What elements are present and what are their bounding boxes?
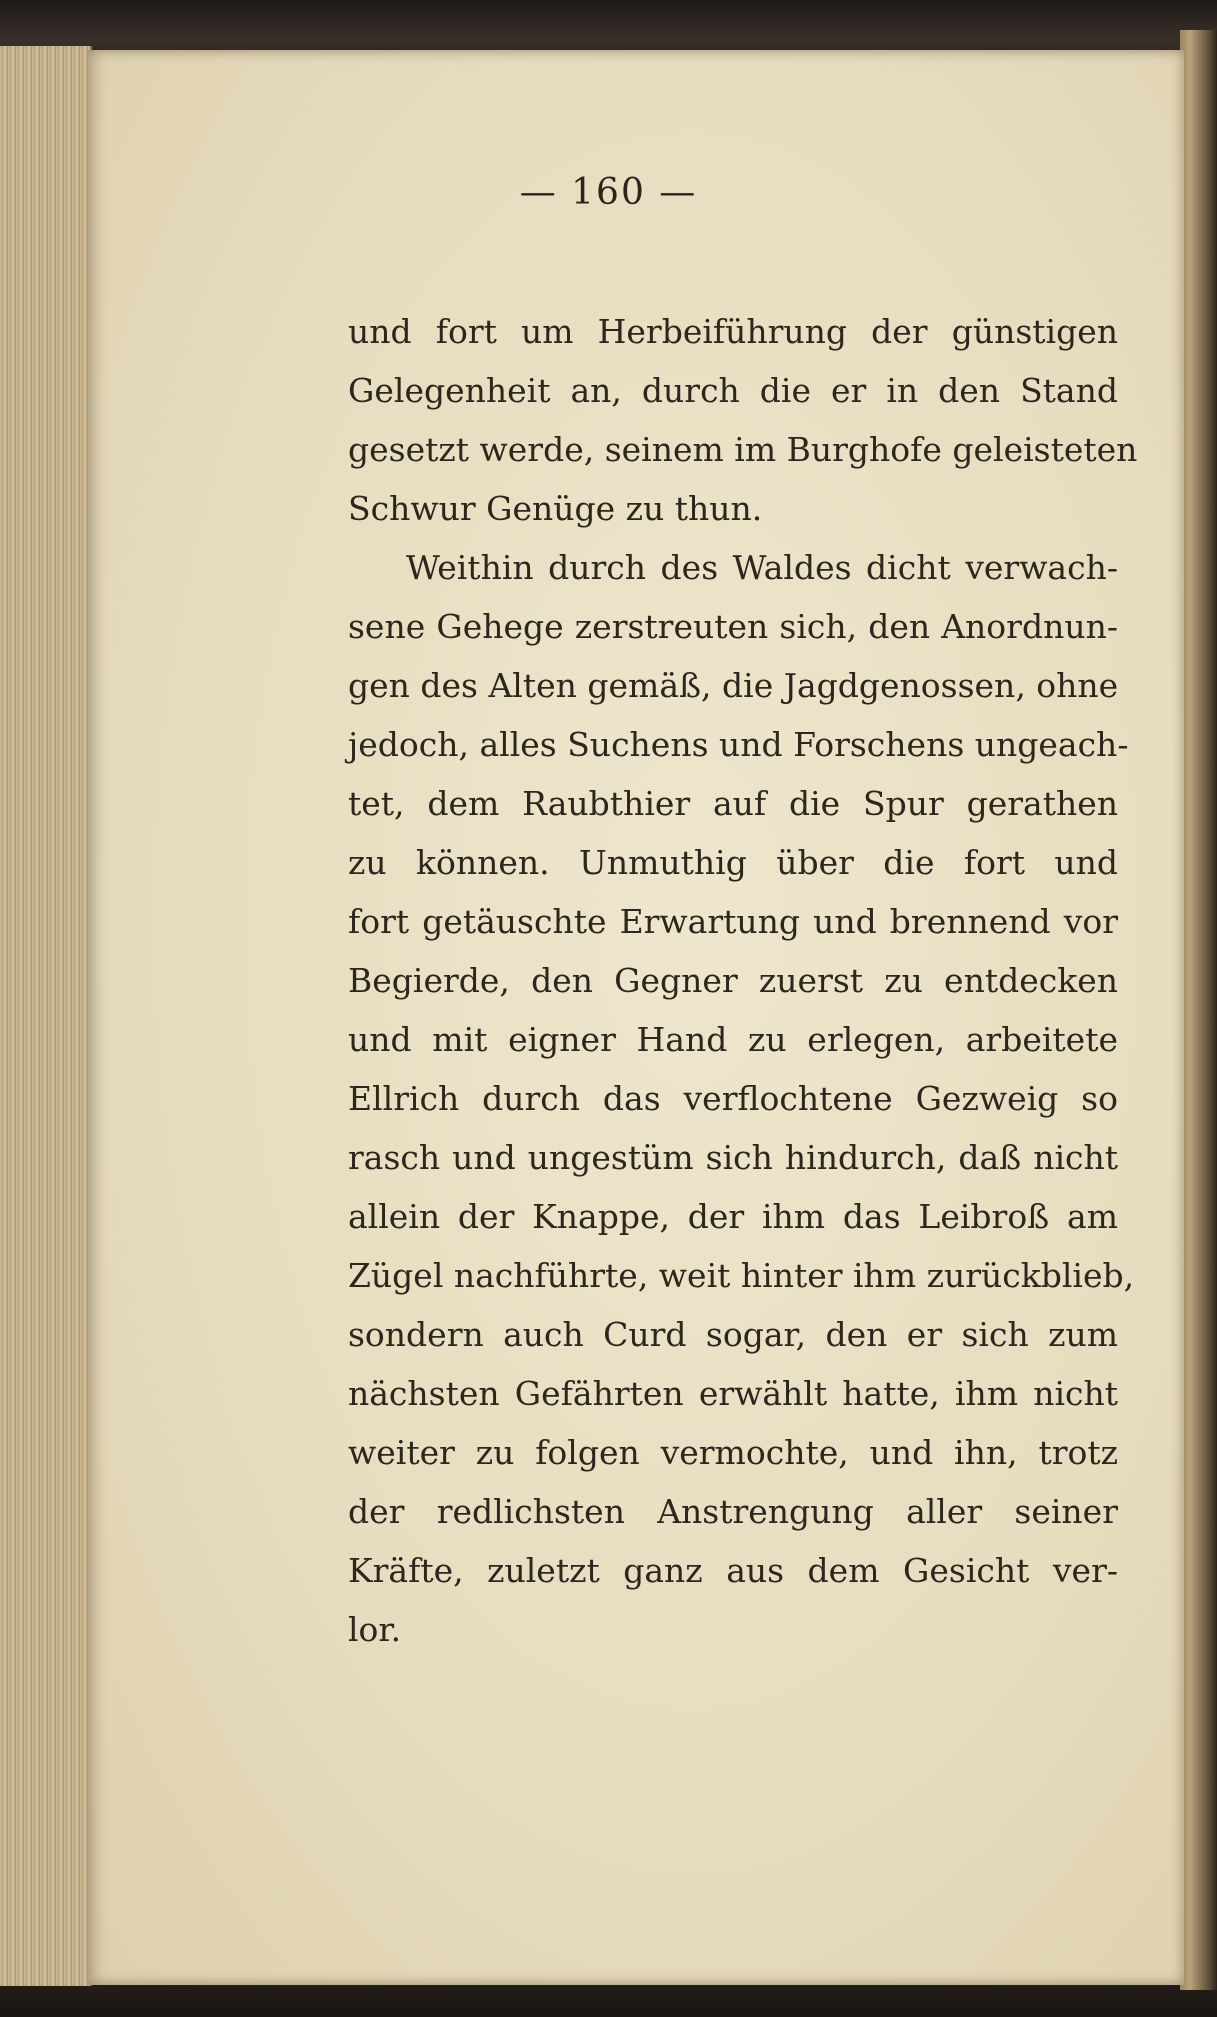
text-line: Gelegenheit an, durch die er in den Stand (348, 371, 1118, 410)
book-cover-edge (1180, 30, 1217, 1990)
text-line: Weithin durch des Waldes dicht verwach- (406, 548, 1118, 587)
text-line: gen des Alten gemäß, die Jagdgenossen, ohne (348, 666, 1119, 705)
text-line: rasch und ungestüm sich hindurch, daß nicht (348, 1138, 1118, 1177)
text-line: und mit eigner Hand zu erlegen, arbeitete (348, 1020, 1118, 1059)
text-line: Ellrich durch das verflochtene Gezweig so (348, 1079, 1118, 1118)
text-line: sene Gehege zerstreuten sich, den Anordnun- (348, 607, 1118, 646)
text-line: Schwur Genüge zu thun. (348, 489, 763, 528)
text-line: jedoch, alles Suchens und Forschens ungeach- (348, 725, 1129, 764)
text-line: und fort um Herbeiführung der günstigen (348, 312, 1118, 351)
text-line: allein der Knappe, der ihm das Leibroß am (348, 1197, 1118, 1236)
book-page-edges (0, 46, 92, 1986)
text-line: fort getäuschte Erwartung und brennend vor (348, 902, 1118, 941)
text-line: Kräfte, zuletzt ganz aus dem Gesicht ver- (348, 1551, 1118, 1590)
text-line: der redlichsten Anstrengung aller seiner (348, 1492, 1118, 1531)
text-line: Begierde, den Gegner zuerst zu entdecken (348, 961, 1118, 1000)
text-line: Zügel nachführte, weit hinter ihm zurückblieb, (348, 1256, 1135, 1295)
page-number: — 160 — (519, 172, 698, 213)
text-line: tet, dem Raubthier auf die Spur gerathen (348, 784, 1118, 823)
text-line: sondern auch Curd sogar, den er sich zum (348, 1315, 1118, 1354)
text-line: zu können. Unmuthig über die fort und (348, 843, 1118, 882)
text-line: gesetzt werde, seinem im Burghofe geleisteten (348, 430, 1138, 469)
text-line: weiter zu folgen vermochte, und ihn, trotz (348, 1433, 1118, 1472)
text-line: lor. (348, 1610, 402, 1649)
text-line: nächsten Gefährten erwählt hatte, ihm nicht (348, 1374, 1118, 1413)
